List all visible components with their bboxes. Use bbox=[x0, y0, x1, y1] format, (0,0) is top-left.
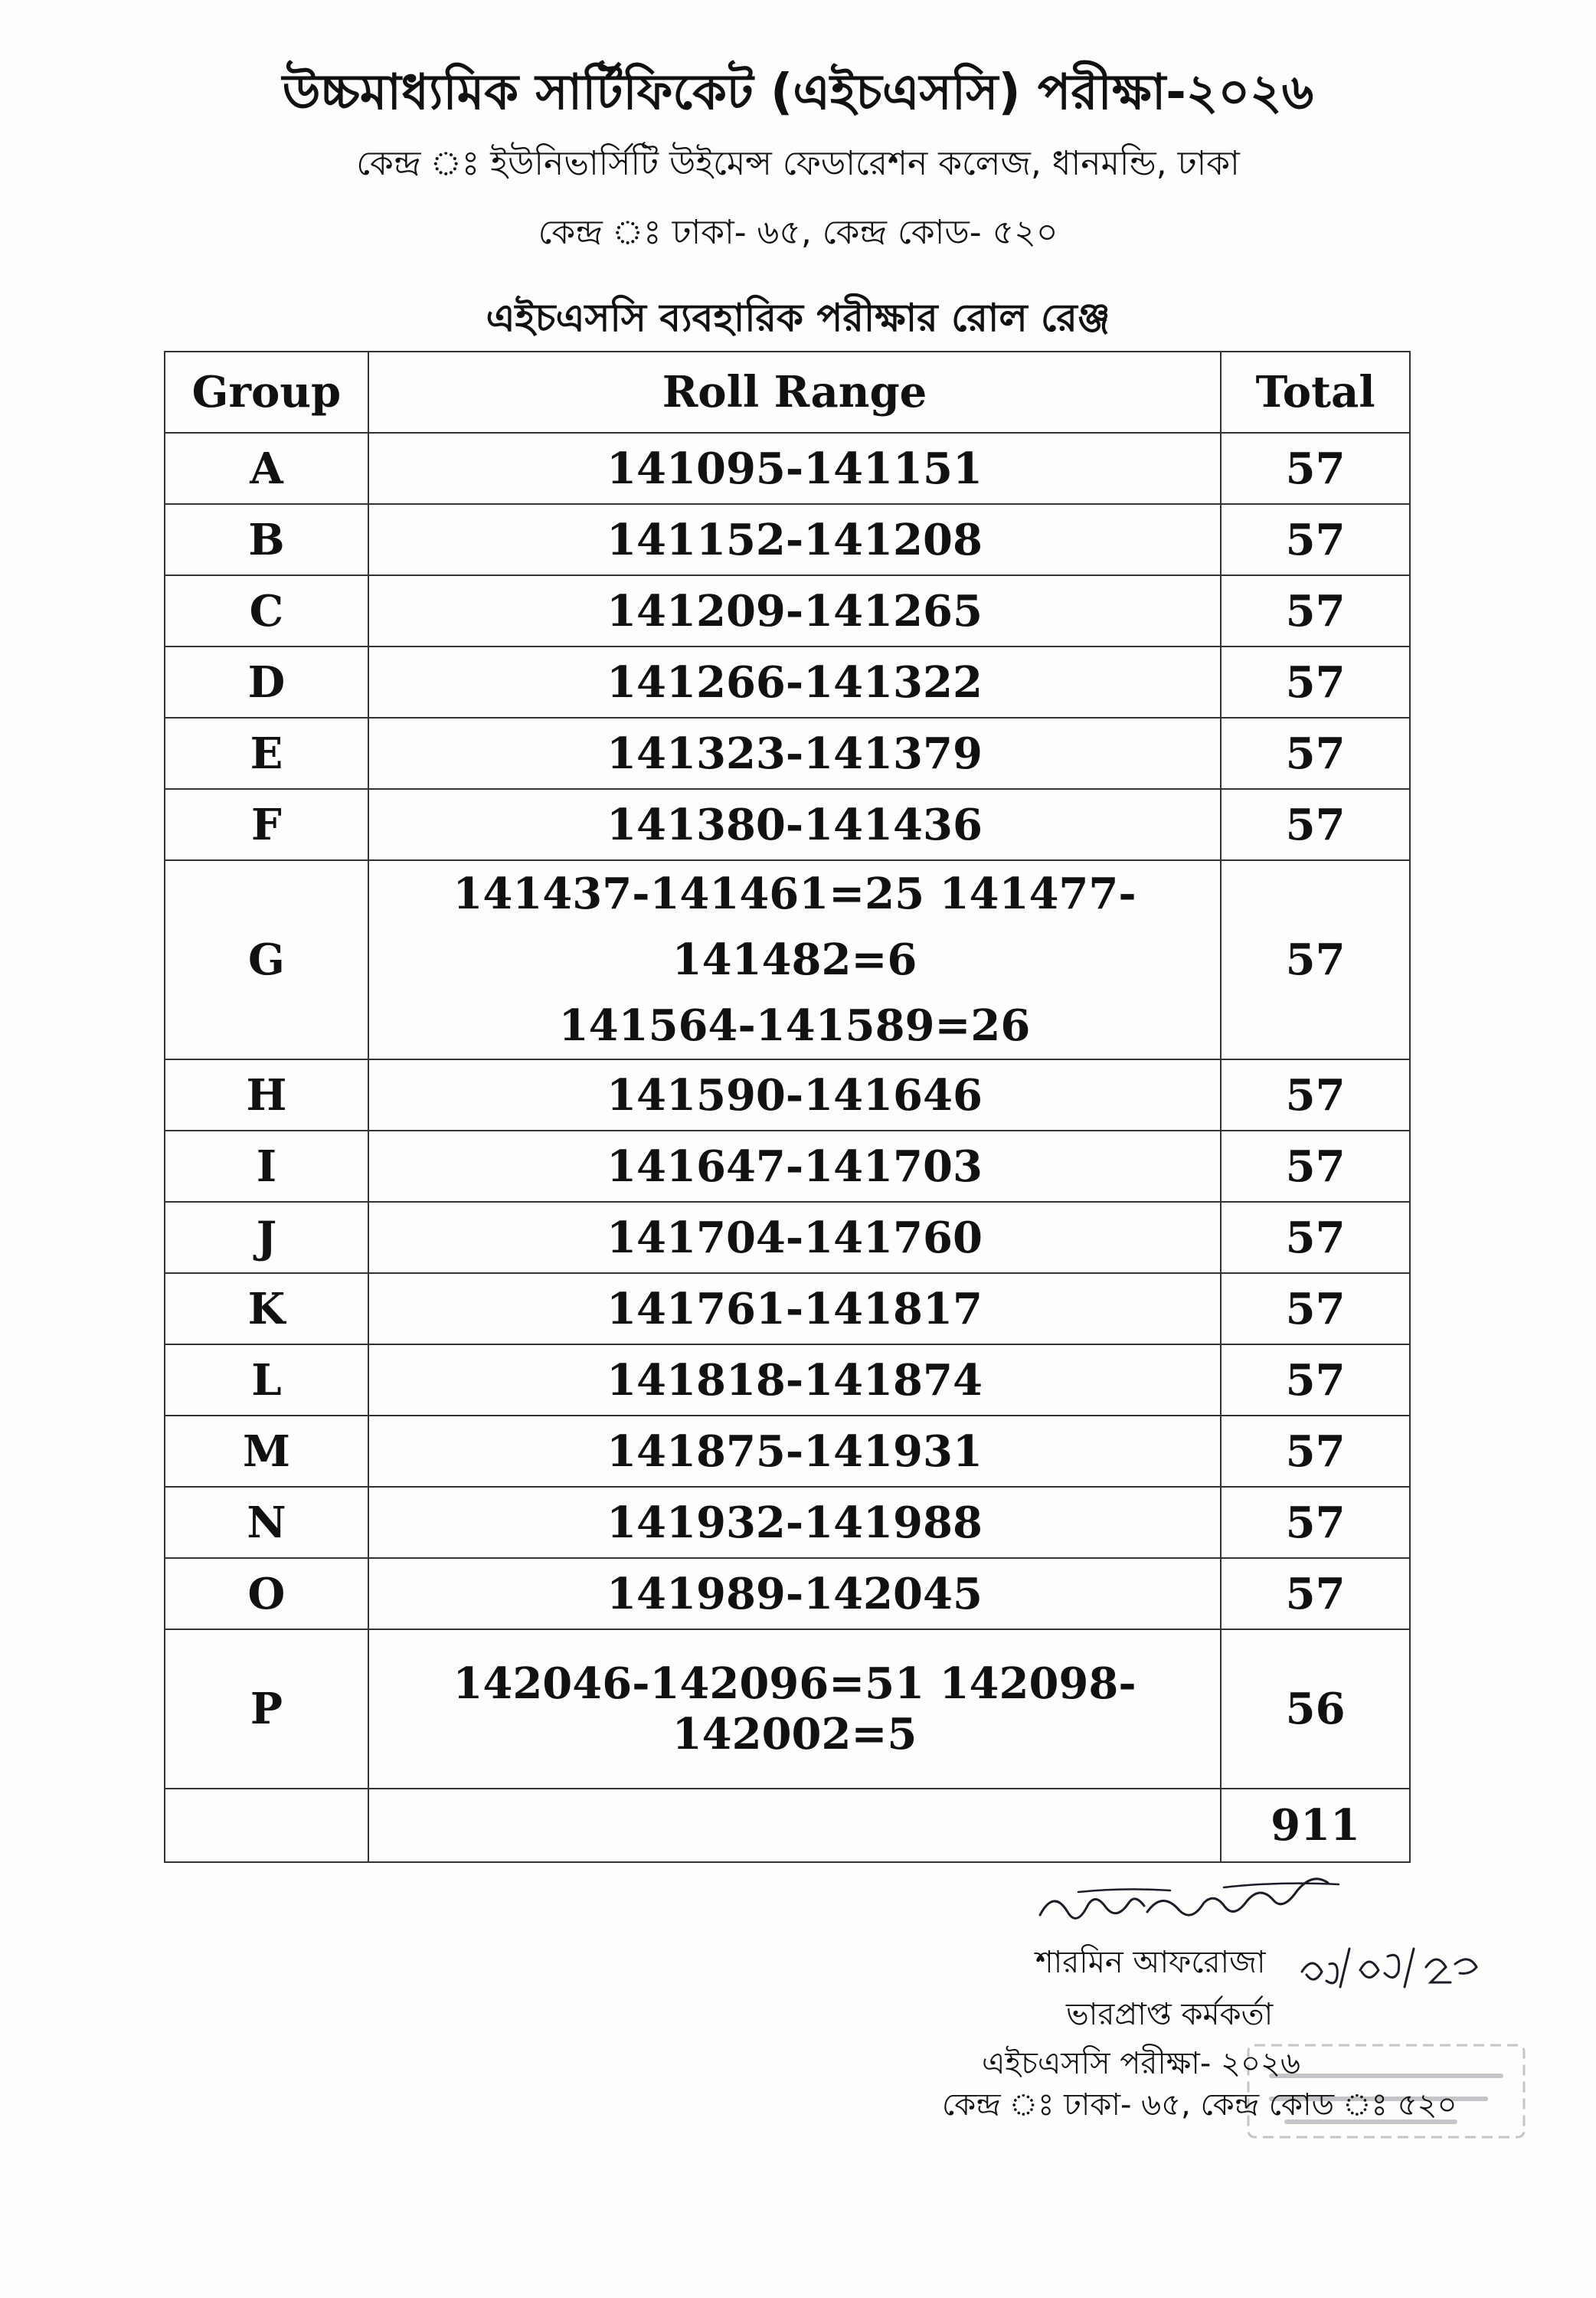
group-cell: M bbox=[165, 1416, 368, 1487]
group-cell: J bbox=[165, 1202, 368, 1273]
roll-range-line: 141564-141589=26 bbox=[558, 1000, 1031, 1051]
total-cell: 57 bbox=[1221, 575, 1410, 647]
total-cell: 56 bbox=[1221, 1629, 1410, 1789]
handwritten-signature bbox=[1032, 1877, 1362, 1938]
table-row bbox=[165, 1629, 1410, 1789]
total-cell: 57 bbox=[1221, 1558, 1410, 1629]
total-cell: 57 bbox=[1221, 1202, 1410, 1273]
roll-range-cell: 141989-142045 bbox=[368, 1558, 1221, 1629]
table-row bbox=[165, 789, 1410, 860]
table-row bbox=[165, 860, 1410, 1059]
group-cell: G bbox=[165, 860, 368, 1059]
signatory-exam: এইচএসসি পরীক্ষা- ২০২৬ bbox=[982, 2046, 1301, 2081]
table-row bbox=[165, 1202, 1410, 1273]
signatory-centre: কেন্দ্র ঃ ঢাকা- ৬৫, কেন্দ্র কোড ঃ ৫২০ bbox=[942, 2087, 1457, 2123]
total-cell: 57 bbox=[1221, 1273, 1410, 1344]
total-cell: 57 bbox=[1221, 1059, 1410, 1131]
group-cell: D bbox=[165, 647, 368, 718]
table-row bbox=[165, 575, 1410, 647]
group-cell: F bbox=[165, 789, 368, 860]
table-row bbox=[165, 504, 1410, 575]
empty-cell bbox=[165, 1789, 368, 1862]
table-row bbox=[165, 1059, 1410, 1131]
roll-range-cell: 141380-141436 bbox=[368, 789, 1221, 860]
grand-total-row bbox=[165, 1789, 1410, 1862]
group-cell: O bbox=[165, 1558, 368, 1629]
group-cell: E bbox=[165, 718, 368, 789]
table-row bbox=[165, 647, 1410, 718]
table-row bbox=[165, 1558, 1410, 1629]
group-cell: A bbox=[165, 433, 368, 504]
group-cell: H bbox=[165, 1059, 368, 1131]
roll-range-cell: 141209-141265 bbox=[368, 575, 1221, 647]
total-cell: 57 bbox=[1221, 1487, 1410, 1558]
total-cell: 57 bbox=[1221, 1131, 1410, 1202]
roll-range-cell: 141323-141379 bbox=[368, 718, 1221, 789]
table-row bbox=[165, 1344, 1410, 1416]
group-cell: P bbox=[165, 1629, 368, 1789]
column-header-total: Total bbox=[1221, 352, 1410, 433]
table-row bbox=[165, 1487, 1410, 1558]
total-cell: 57 bbox=[1221, 647, 1410, 718]
total-cell: 57 bbox=[1221, 860, 1410, 1059]
roll-range-cell: 141761-141817 bbox=[368, 1273, 1221, 1344]
signatory-name: শারমিন আফরোজা bbox=[1035, 1945, 1266, 1980]
roll-range-cell: 141152-141208 bbox=[368, 504, 1221, 575]
group-cell: I bbox=[165, 1131, 368, 1202]
document-title: উচ্চমাধ্যমিক সার্টিফিকেট (এইচএসসি) পরীক্ষা-২০২৬ bbox=[282, 64, 1314, 121]
total-cell: 57 bbox=[1221, 718, 1410, 789]
column-header-roll-range: Roll Range bbox=[368, 352, 1221, 433]
roll-range-line: 141437-141461=25 141477-141482=6 bbox=[453, 869, 1136, 985]
table-row bbox=[165, 1273, 1410, 1344]
roll-range-cell: 142046-142096=51 142098-142002=5 bbox=[368, 1629, 1221, 1789]
roll-range-cell: 141095-141151 bbox=[368, 433, 1221, 504]
roll-range-cell: 141266-141322 bbox=[368, 647, 1221, 718]
signatory-designation: ভারপ্রাপ্ত কর্মকর্তা bbox=[1066, 1997, 1274, 2032]
group-cell: N bbox=[165, 1487, 368, 1558]
table-header-row bbox=[165, 352, 1410, 433]
table-row bbox=[165, 718, 1410, 789]
empty-cell bbox=[368, 1789, 1221, 1862]
roll-range-cell: 141875-141931 bbox=[368, 1416, 1221, 1487]
roll-range-cell bbox=[368, 860, 1221, 1059]
roll-range-cell: 141590-141646 bbox=[368, 1059, 1221, 1131]
roll-range-cell: 141647-141703 bbox=[368, 1131, 1221, 1202]
column-header-group: Group bbox=[165, 352, 368, 433]
roll-range-cell: 141932-141988 bbox=[368, 1487, 1221, 1558]
table-row bbox=[165, 433, 1410, 504]
roll-range-table bbox=[164, 351, 1411, 1863]
handwritten-date bbox=[1294, 1941, 1493, 1995]
centre-code: কেন্দ্র ঃ ঢাকা- ৬৫, কেন্দ্র কোড- ৫২০ bbox=[538, 213, 1058, 252]
group-cell: L bbox=[165, 1344, 368, 1416]
total-cell: 57 bbox=[1221, 1344, 1410, 1416]
group-cell: C bbox=[165, 575, 368, 647]
table-row bbox=[165, 1131, 1410, 1202]
roll-range-cell: 141704-141760 bbox=[368, 1202, 1221, 1273]
total-cell: 57 bbox=[1221, 433, 1410, 504]
total-cell: 57 bbox=[1221, 789, 1410, 860]
centre-name: কেন্দ্র ঃ ইউনিভার্সিটি উইমেন্স ফেডারেশন কলেজ, ধানমন্ডি, ঢাকা bbox=[356, 144, 1240, 183]
total-cell: 57 bbox=[1221, 504, 1410, 575]
table-caption: এইচএসসি ব্যবহারিক পরীক্ষার রোল রেঞ্জ bbox=[486, 296, 1110, 340]
total-cell: 57 bbox=[1221, 1416, 1410, 1487]
table-row bbox=[165, 1416, 1410, 1487]
group-cell: B bbox=[165, 504, 368, 575]
group-cell: K bbox=[165, 1273, 368, 1344]
roll-range-cell: 141818-141874 bbox=[368, 1344, 1221, 1416]
grand-total-cell: 911 bbox=[1221, 1789, 1410, 1862]
